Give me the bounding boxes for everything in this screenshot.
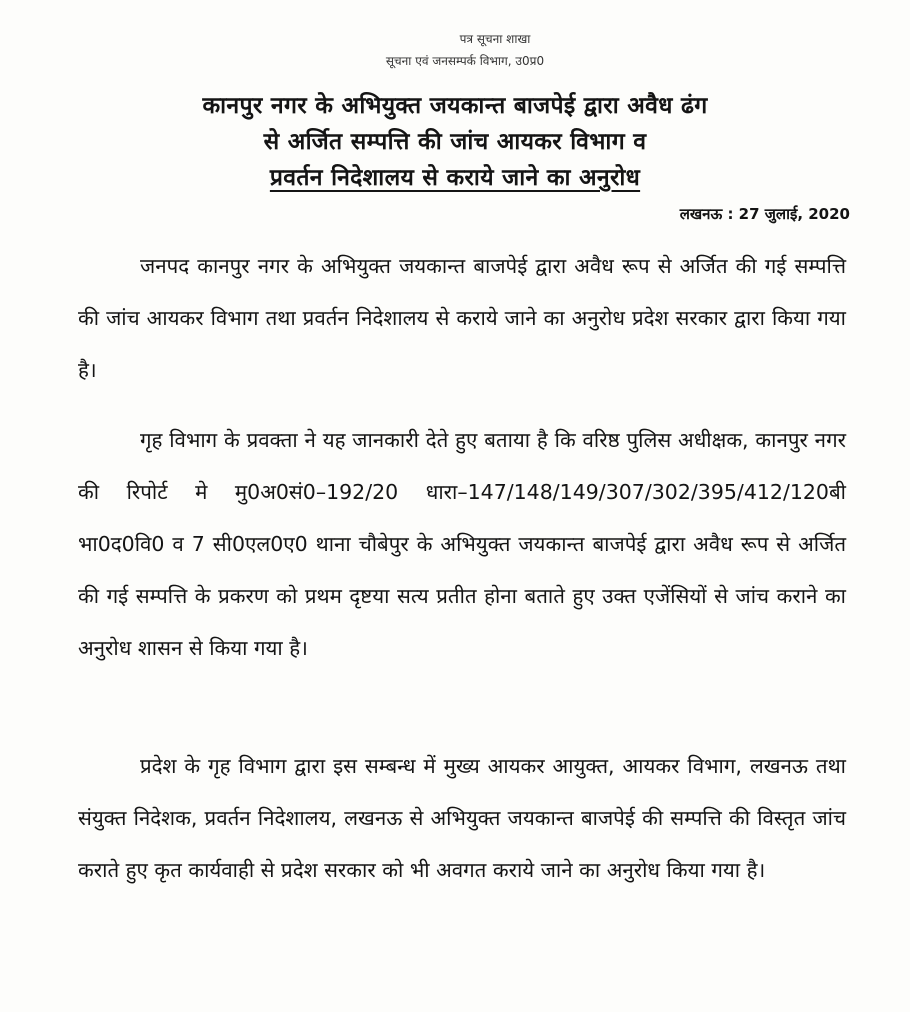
department-name: सूचना एवं जनसम्पर्क विभाग, उ0प्र0 [385, 54, 545, 68]
dateline: लखनऊ : 27 जुलाई, 2020 [679, 205, 850, 223]
press-section-name: पत्र सूचना शाखा [459, 32, 531, 46]
headline-line-1: कानपुर नगर के अभियुक्त जयकान्त बाजपेई द्वारा अवैध ढंग [202, 93, 708, 119]
body-paragraph-2: गृह विभाग के प्रवक्ता ने यह जानकारी देते हुए बताया है कि वरिष्ठ पुलिस अधीक्षक, कानपुर नगर की रिपोर्ट मे मु0अ0सं0–192/20 धारा–147/148/149/307/302/395/412/120बी भा0द0वि0 व 7 सी0एल0ए0 थाना चौबेपुर के अभियुक्त जयकान्त बाजपेई द्वारा अवैध रूप से अर्जित की गई सम्पत्ति के प्रकरण को प्रथम दृष्टया सत्य प्रतीत होना बताते हुए उक्त एजेंसियों से जांच कराने का अनुरोध शासन से किया गया है। [78, 428, 846, 660]
body-paragraph-3: प्रदेश के गृह विभाग द्वारा इस सम्बन्ध में मुख्य आयकर आयुक्त, आयकर विभाग, लखनऊ तथा संयुक्त निदेशक, प्रवर्तन निदेशालय, लखनऊ से अभियुक्त जयकान्त बाजपेई की सम्पत्ति की विस्तृत जांच कराते हुए कृत कार्यवाही से प्रदेश सरकार को भी अवगत कराये जाने का अनुरोध किया गया है। [78, 754, 846, 882]
headline-line-2: से अर्जित सम्पत्ति की जांच आयकर विभाग व [263, 129, 647, 155]
headline-line-3: प्रवर्तन निदेशालय से कराये जाने का अनुरोध [269, 165, 641, 191]
body-paragraph-1: जनपद कानपुर नगर के अभियुक्त जयकान्त बाजपेई द्वारा अवैध रूप से अर्जित की गई सम्पत्ति की जांच आयकर विभाग तथा प्रवर्तन निदेशालय से कराये जाने का अनुरोध प्रदेश सरकार द्वारा किया गया है। [78, 254, 846, 382]
